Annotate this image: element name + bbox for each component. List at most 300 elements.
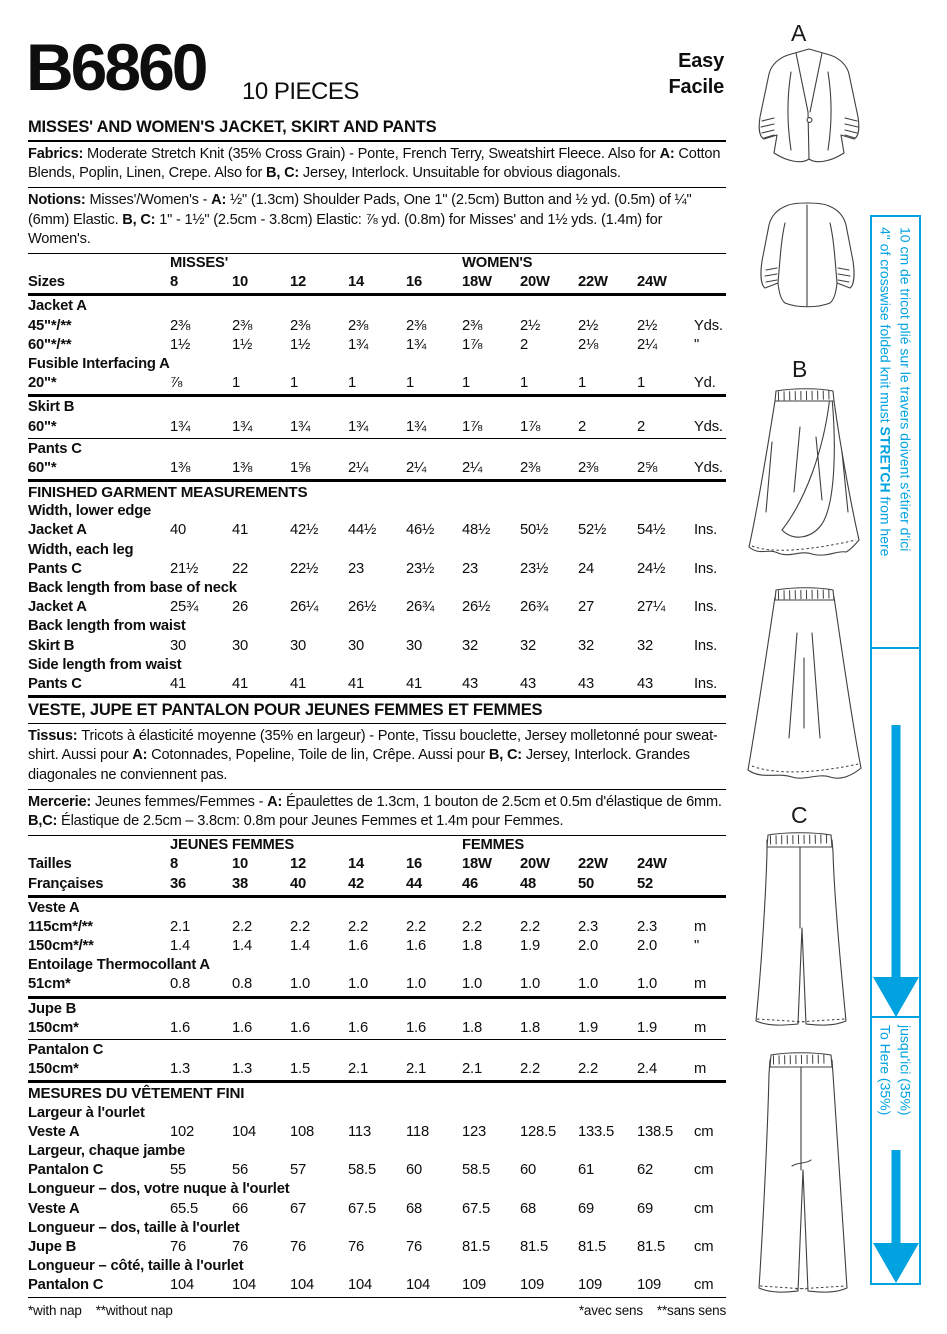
row-label: 150cm*/** — [28, 938, 94, 955]
row-group-label — [28, 1180, 726, 1199]
label: Skirt B — [28, 399, 75, 416]
size-value: 2⅜ — [406, 317, 427, 334]
stretch-arrow-stem — [891, 725, 900, 979]
size-value: 60 — [406, 1162, 423, 1179]
label: Veste A — [28, 899, 80, 916]
size-value: 2⅜ — [232, 317, 253, 334]
size-value: 118 — [406, 1123, 429, 1140]
size-value: 43 — [578, 675, 595, 692]
size-value: 30 — [406, 637, 423, 654]
size-value: 32 — [462, 637, 479, 654]
size-value: 2½ — [520, 317, 541, 334]
size-value: 1½ — [290, 336, 311, 353]
size-value: 68 — [520, 1200, 537, 1217]
row-group-label — [28, 1041, 726, 1060]
table-rule — [28, 293, 726, 296]
size-value: 1.4 — [290, 938, 310, 955]
size-value: 27 — [578, 599, 595, 616]
size-value: 22W — [578, 274, 608, 291]
size-value: 2.2 — [578, 1061, 598, 1078]
size-value: 2.0 — [637, 938, 657, 955]
size-value: 22 — [232, 560, 249, 577]
size-value: 1.0 — [290, 976, 310, 993]
size-value: 32 — [637, 637, 654, 654]
size-value: 2.2 — [520, 918, 540, 935]
size-value: 1.8 — [462, 938, 482, 955]
row-label: Tailles — [28, 856, 72, 873]
unit-label: Ins. — [694, 522, 718, 539]
table-rule — [28, 1080, 726, 1083]
size-value: 1 — [578, 375, 587, 392]
mercerie-paragraph: Mercerie: Jeunes femmes/Femmes - A: Épaulettes de 1.3cm, 1 bouton de 2.5cm et 0.5m d'élastique de 6mm. B,C: Élastique de 2.5cm – 3.8cm: 0.8m pour Jeunes Femmes et 1.4m pour Femmes. — [28, 790, 726, 836]
stretch-gauge-instruction — [876, 227, 916, 556]
unit-label: " — [694, 336, 700, 353]
table-row — [28, 675, 726, 694]
size-value: 104 — [290, 1277, 315, 1294]
size-value: 81.5 — [462, 1238, 490, 1255]
size-value: 32 — [520, 637, 537, 654]
size-value: 8 — [170, 856, 179, 873]
size-value: 1.8 — [520, 1019, 540, 1036]
size-value: 52½ — [578, 522, 607, 539]
unit-label: Ins. — [694, 560, 718, 577]
size-value: 30 — [348, 637, 365, 654]
size-value: 60 — [520, 1162, 537, 1179]
size-value: 26¾ — [406, 599, 435, 616]
size-value: 1.0 — [462, 976, 482, 993]
label: Pants C — [28, 440, 82, 457]
size-value: 1.3 — [170, 1061, 190, 1078]
size-value: 26 — [232, 599, 249, 616]
size-value: 81.5 — [520, 1238, 548, 1255]
size-value: 30 — [232, 637, 249, 654]
footnotes — [28, 1303, 726, 1318]
size-value: 104 — [348, 1277, 373, 1294]
size-value: 1.6 — [232, 1019, 252, 1036]
unit-label: m — [694, 1019, 707, 1036]
table-row — [28, 336, 726, 355]
size-value: 1¾ — [170, 418, 191, 435]
row-label: Veste A — [28, 1200, 80, 1217]
size-value: 1 — [290, 375, 299, 392]
table-row — [28, 637, 726, 656]
size-value: 1¾ — [406, 336, 427, 353]
size-value: 30 — [290, 637, 307, 654]
table-row — [28, 918, 726, 937]
size-value: 2⅜ — [348, 317, 369, 334]
size-value: 14 — [348, 274, 365, 291]
jacket-front-drawing — [742, 42, 877, 187]
size-value: 1.6 — [406, 1019, 426, 1036]
size-value: 1.6 — [406, 938, 426, 955]
unit-label: Yds. — [694, 459, 723, 476]
size-value: 1⅜ — [170, 459, 191, 476]
size-value: 1⅞ — [520, 418, 541, 435]
table-rule — [28, 479, 726, 482]
size-value: 1½ — [232, 336, 253, 353]
size-value: 26½ — [462, 599, 491, 616]
unit-label: Ins. — [694, 675, 718, 692]
row-label: Françaises — [28, 875, 104, 892]
row-label: Pantalon C — [28, 1162, 104, 1179]
row-group-label — [28, 956, 726, 975]
size-value: 113 — [348, 1123, 371, 1140]
unit-label: Ins. — [694, 637, 718, 654]
size-value: 16 — [406, 274, 423, 291]
label: Longueur – dos, votre nuque à l'ourlet — [28, 1181, 290, 1198]
size-value: 24 — [578, 560, 595, 577]
row-label: 115cm*/** — [28, 918, 93, 935]
section-header — [28, 1084, 726, 1103]
size-value: 43 — [520, 675, 537, 692]
size-value: 1.9 — [637, 1019, 657, 1036]
footnote-divider — [28, 1297, 726, 1298]
header — [26, 30, 726, 116]
size-value: 30 — [170, 637, 187, 654]
size-value: 104 — [232, 1277, 257, 1294]
label: Side length from waist — [28, 656, 182, 673]
size-value: 44 — [406, 875, 423, 892]
size-value: 2.1 — [406, 1061, 426, 1078]
size-value: 2¼ — [637, 336, 658, 353]
row-label: 51cm* — [28, 976, 71, 993]
size-value: 109 — [462, 1277, 487, 1294]
row-label: 60"* — [28, 459, 57, 476]
size-value: 108 — [290, 1123, 315, 1140]
size-value: 21½ — [170, 560, 199, 577]
row-group-label — [28, 297, 726, 316]
size-value: 1.0 — [406, 976, 426, 993]
fabrics-paragraph: Fabrics: Moderate Stretch Knit (35% Cross Grain) - Ponte, French Terry, Sweatshirt Fleece. Also for A: Cotton Blends, Poplin, Linen, Crepe. Also for B, C: Jersey, Interlock. Unsuitable for obvious diagonals. — [28, 142, 726, 188]
stretch-arrow-head-icon — [873, 977, 919, 1017]
yardage-table-english — [28, 254, 726, 698]
size-range-header — [28, 254, 726, 273]
size-value: 76 — [232, 1238, 249, 1255]
size-value: 41 — [406, 675, 423, 692]
size-value: 138.5 — [637, 1123, 674, 1140]
to-here-french: jusqu'ici (35%) — [897, 1025, 914, 1116]
size-value: 12 — [290, 856, 307, 873]
table-rule — [28, 695, 726, 698]
size-value: ⅞ — [170, 375, 183, 392]
size-value: 48 — [520, 875, 537, 892]
to-here-arrow-stem — [891, 1150, 900, 1245]
table-row — [28, 459, 726, 478]
size-value: 2¼ — [406, 459, 427, 476]
size-value: 2.2 — [232, 918, 252, 935]
size-range-left-label: MISSES' — [170, 255, 229, 272]
row-label: Sizes — [28, 274, 65, 291]
size-value: 1.9 — [520, 938, 540, 955]
size-value: 2⅜ — [290, 317, 311, 334]
pants-front-drawing — [736, 828, 864, 1036]
label: MESURES DU VÊTEMENT FINI — [28, 1085, 245, 1103]
table-rule — [28, 1039, 726, 1040]
size-value: 56 — [232, 1162, 249, 1179]
label: Jupe B — [28, 1000, 77, 1017]
size-value: 1.0 — [520, 976, 540, 993]
size-value: 62 — [637, 1162, 654, 1179]
size-value: 109 — [520, 1277, 545, 1294]
size-value: 48½ — [462, 522, 491, 539]
unit-label: cm — [694, 1200, 714, 1217]
main-column — [26, 30, 726, 1295]
row-label: 60"* — [28, 418, 57, 435]
size-value: 57 — [290, 1162, 307, 1179]
unit-label: m — [694, 918, 707, 935]
skirt-back-drawing — [742, 578, 867, 788]
size-value: 2.2 — [290, 918, 310, 935]
size-value: 40 — [290, 875, 307, 892]
size-value: 41 — [348, 675, 365, 692]
jacket-back-drawing — [745, 198, 870, 330]
section-header — [28, 483, 726, 502]
label: Entoilage Thermocollant A — [28, 957, 210, 974]
row-label: Pants C — [28, 560, 82, 577]
row-group-label — [28, 617, 726, 636]
table-row — [28, 273, 726, 292]
table-row — [28, 598, 726, 617]
size-value: 69 — [578, 1200, 595, 1217]
size-value: 61 — [578, 1162, 595, 1179]
table-row — [28, 975, 726, 994]
size-value: 22½ — [290, 560, 319, 577]
size-value: 18W — [462, 856, 492, 873]
size-value: 50½ — [520, 522, 549, 539]
row-group-label — [28, 541, 726, 560]
label: Width, each leg — [28, 541, 134, 558]
size-value: 1.0 — [348, 976, 368, 993]
size-value: 41 — [232, 522, 249, 539]
size-value: 1⅞ — [462, 336, 483, 353]
difficulty-fr: Facile — [668, 76, 724, 98]
size-value: 46 — [462, 875, 479, 892]
stretch-gauge — [870, 215, 921, 1285]
pants-back-drawing — [740, 1048, 862, 1303]
unit-label: Ins. — [694, 599, 718, 616]
yardage-table-french — [28, 836, 726, 1295]
size-value: 76 — [290, 1238, 307, 1255]
size-value: 128.5 — [520, 1123, 557, 1140]
size-value: 10 — [232, 274, 249, 291]
unit-label: m — [694, 1061, 707, 1078]
size-value: 10 — [232, 856, 249, 873]
size-value: 1.6 — [348, 938, 368, 955]
size-value: 23½ — [406, 560, 435, 577]
row-group-label — [28, 579, 726, 598]
row-label: Veste A — [28, 1123, 80, 1140]
table-rule — [28, 996, 726, 999]
size-value: 40 — [170, 522, 187, 539]
size-value: 24½ — [637, 560, 666, 577]
unit-label: " — [694, 938, 700, 955]
size-value: 81.5 — [637, 1238, 665, 1255]
size-value: 2.2 — [406, 918, 426, 935]
row-group-label — [28, 1000, 726, 1019]
size-value: 1⅝ — [290, 459, 311, 476]
size-value: 1.6 — [170, 1019, 190, 1036]
size-value: 44½ — [348, 522, 377, 539]
size-range-left-label: JEUNES FEMMES — [170, 837, 295, 854]
size-value: 1 — [520, 375, 529, 392]
table-rule — [28, 438, 726, 439]
size-value: 1⅞ — [462, 418, 483, 435]
title-french: VESTE, JUPE ET PANTALON POUR JEUNES FEMMES ET FEMMES — [28, 699, 726, 724]
table-row — [28, 521, 726, 540]
table-row — [28, 1123, 726, 1142]
size-value: 2¼ — [348, 459, 369, 476]
to-here-english: To Here (35%) — [877, 1025, 894, 1116]
table-row — [28, 560, 726, 579]
table-row — [28, 317, 726, 336]
row-group-label — [28, 502, 726, 521]
size-value: 2.4 — [637, 1061, 657, 1078]
table-row — [28, 418, 726, 437]
size-value: 46½ — [406, 522, 435, 539]
footnote-avec-sens: *avec sens — [578, 1303, 643, 1318]
size-value: 2⅜ — [578, 459, 599, 476]
size-value: 1¾ — [232, 418, 253, 435]
size-value: 66 — [232, 1200, 249, 1217]
size-value: 123 — [462, 1123, 487, 1140]
size-value: 1¾ — [406, 418, 427, 435]
size-value: 38 — [232, 875, 249, 892]
size-value: 133.5 — [578, 1123, 615, 1140]
view-c-label: C — [791, 802, 808, 828]
gauge-divider-bottom — [872, 1016, 919, 1018]
size-value: 76 — [406, 1238, 423, 1255]
size-value: 52 — [637, 875, 654, 892]
size-value: 8 — [170, 274, 179, 291]
row-label: Pantalon C — [28, 1277, 104, 1294]
table-row — [28, 1161, 726, 1180]
size-value: 58.5 — [462, 1162, 490, 1179]
size-value: 0.8 — [232, 976, 252, 993]
size-value: 54½ — [637, 522, 666, 539]
stretch-text-english: 4" of crosswise folded knit must STRETCH from here — [877, 227, 894, 557]
size-value: 55 — [170, 1162, 187, 1179]
size-value: 2.0 — [578, 938, 598, 955]
size-value: 81.5 — [578, 1238, 606, 1255]
size-value: 1 — [462, 375, 471, 392]
unit-label: Yd. — [694, 375, 716, 392]
size-value: 41 — [232, 675, 249, 692]
size-value: 104 — [170, 1277, 195, 1294]
size-value: 20W — [520, 856, 550, 873]
table-row — [28, 1019, 726, 1038]
size-value: 1⅜ — [232, 459, 253, 476]
label: Jacket A — [28, 298, 87, 315]
label: Fusible Interfacing A — [28, 355, 170, 372]
stretch-text-french: 10 cm de tricot plié sur le travers doivent s'étirer d'ici — [897, 227, 914, 552]
size-value: 2⅜ — [462, 317, 483, 334]
size-value: 26½ — [348, 599, 377, 616]
to-here-arrow-head-icon — [873, 1243, 919, 1283]
label: Longueur – côté, taille à l'ourlet — [28, 1258, 244, 1275]
size-value: 1½ — [170, 336, 191, 353]
label: Back length from waist — [28, 618, 186, 635]
size-value: 2⅝ — [637, 459, 658, 476]
row-group-label — [28, 398, 726, 417]
size-value: 1 — [348, 375, 357, 392]
size-range-right-label: FEMMES — [462, 837, 525, 854]
notions-paragraph: Notions: Misses'/Women's - A: ½" (1.3cm) Shoulder Pads, One 1" (2.5cm) Button and ½ yd. (0.5m) of ¼" (6mm) Elastic. B, C: 1" - 1½" (2.5cm - 3.8cm) Elastic: ⅞ yd. (0.8m) for Misses' and 1½ yds. (1.4m) for Women's. — [28, 188, 726, 254]
size-value: 23½ — [520, 560, 549, 577]
size-value: 18W — [462, 274, 492, 291]
size-value: 1.6 — [348, 1019, 368, 1036]
size-range-right-label: WOMEN'S — [462, 255, 533, 272]
size-value: 24W — [637, 856, 667, 873]
table-row — [28, 1238, 726, 1257]
row-group-label — [28, 1104, 726, 1123]
size-value: 26¼ — [290, 599, 319, 616]
row-group-label — [28, 1257, 726, 1276]
difficulty-en: Easy — [678, 50, 724, 72]
size-value: 109 — [578, 1277, 603, 1294]
skirt-front-drawing — [742, 382, 867, 567]
row-label: Jacket A — [28, 599, 87, 616]
size-value: 1.9 — [578, 1019, 598, 1036]
table-row — [28, 855, 726, 874]
label: Longueur – dos, taille à l'ourlet — [28, 1219, 240, 1236]
size-value: 50 — [578, 875, 595, 892]
table-rule — [28, 895, 726, 898]
size-value: 2 — [578, 418, 587, 435]
row-group-label — [28, 440, 726, 459]
table-row — [28, 374, 726, 393]
size-value: 2⅜ — [170, 317, 191, 334]
size-value: 1.0 — [637, 976, 657, 993]
size-value: 67.5 — [348, 1200, 376, 1217]
row-label: Jacket A — [28, 522, 87, 539]
size-value: 32 — [578, 637, 595, 654]
size-value: 2½ — [578, 317, 599, 334]
size-value: 2⅜ — [520, 459, 541, 476]
size-value: 2.2 — [348, 918, 368, 935]
size-value: 1.6 — [290, 1019, 310, 1036]
size-value: 41 — [170, 675, 187, 692]
size-value: 12 — [290, 274, 307, 291]
size-value: 104 — [406, 1277, 431, 1294]
table-rule — [28, 394, 726, 397]
unit-label: cm — [694, 1162, 714, 1179]
row-group-label — [28, 355, 726, 374]
size-value: 2 — [637, 418, 646, 435]
to-here-label — [876, 1025, 916, 1116]
table-row — [28, 1200, 726, 1219]
size-value: 2¼ — [462, 459, 483, 476]
label: Largeur à l'ourlet — [28, 1104, 145, 1121]
size-value: 23 — [348, 560, 365, 577]
size-value: 109 — [637, 1277, 662, 1294]
size-value: 2.2 — [520, 1061, 540, 1078]
size-value: 22W — [578, 856, 608, 873]
size-value: 104 — [232, 1123, 257, 1140]
size-value: 76 — [170, 1238, 187, 1255]
row-group-label — [28, 1142, 726, 1161]
row-label: Pants C — [28, 675, 82, 692]
footnote-french — [565, 1303, 726, 1318]
size-value: 24W — [637, 274, 667, 291]
view-b-label: B — [792, 356, 808, 382]
size-value: 36 — [170, 875, 187, 892]
size-value: 2⅛ — [578, 336, 599, 353]
size-value: 68 — [406, 1200, 423, 1217]
size-value: 1¾ — [348, 336, 369, 353]
table-row — [28, 937, 726, 956]
size-value: 23 — [462, 560, 479, 577]
row-group-label — [28, 899, 726, 918]
